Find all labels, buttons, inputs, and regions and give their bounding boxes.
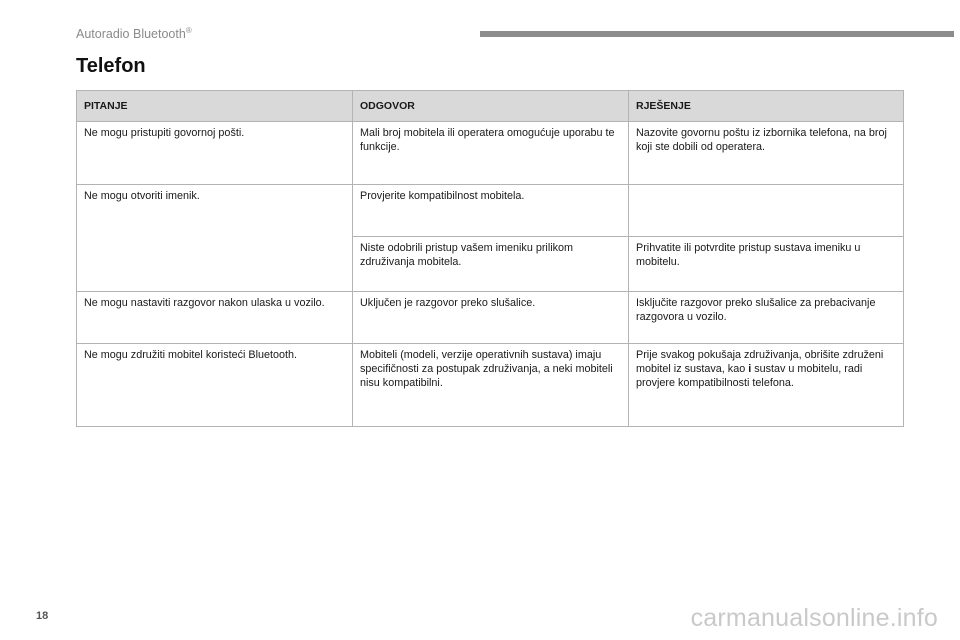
solution-cell: Isključite razgovor preko slušalice za prebacivanje razgovora u vozilo. xyxy=(629,292,904,344)
solution-text-part: Prije svakog pokušaja združivanja, obrišite združeni mobitel iz sustava, kao xyxy=(636,349,884,375)
column-header-answer: ODGOVOR xyxy=(353,91,629,122)
section-title: Telefon xyxy=(76,55,146,77)
trademark-symbol: ® xyxy=(185,26,192,35)
running-header-title: Autoradio Bluetooth xyxy=(76,27,186,42)
column-header-question: PITANJE xyxy=(77,91,353,122)
solution-text-part: sustav u mobitelu, radi provjere kompatibilnosti telefona. xyxy=(636,363,863,389)
page-number: 18 xyxy=(36,610,49,622)
solution-cell xyxy=(629,185,904,237)
table-row xyxy=(77,185,904,237)
solution-cell: Prihvatite ili potvrdite pristup sustava imeniku u mobitelu. xyxy=(629,237,904,292)
column-header-solution: RJEŠENJE xyxy=(629,91,904,122)
solution-text-bold-part: i xyxy=(748,363,752,375)
table-row xyxy=(77,344,904,427)
question-cell: Ne mogu pristupiti govornoj pošti. xyxy=(77,122,353,185)
answer-cell: Niste odobrili pristup vašem imeniku prilikom združivanja mobitela. xyxy=(353,237,629,292)
header-rule xyxy=(480,31,954,37)
question-cell: Ne mogu nastaviti razgovor nakon ulaska u vozilo. xyxy=(77,292,353,344)
troubleshooting-table xyxy=(76,90,904,427)
answer-cell: Uključen je razgovor preko slušalice. xyxy=(353,292,629,344)
answer-cell: Mobiteli (modeli, verzije operativnih sustava) imaju specifičnosti za postupak združivanja, a neki mobiteli nisu kompatibilni. xyxy=(353,344,629,427)
question-cell: Ne mogu otvoriti imenik. xyxy=(77,185,353,292)
question-cell: Ne mogu združiti mobitel koristeći Bluetooth. xyxy=(77,344,353,427)
watermark: carmanualsonline.info xyxy=(690,604,938,632)
answer-cell: Provjerite kompatibilnost mobitela. xyxy=(353,185,629,237)
table-header-row xyxy=(77,91,904,122)
table-row xyxy=(77,122,904,185)
running-header xyxy=(76,26,192,41)
solution-cell xyxy=(629,344,904,427)
answer-cell: Mali broj mobitela ili operatera omogućuje uporabu te funkcije. xyxy=(353,122,629,185)
solution-cell: Nazovite govornu poštu iz izbornika telefona, na broj koji ste dobili od operatera. xyxy=(629,122,904,185)
table-row xyxy=(77,292,904,344)
